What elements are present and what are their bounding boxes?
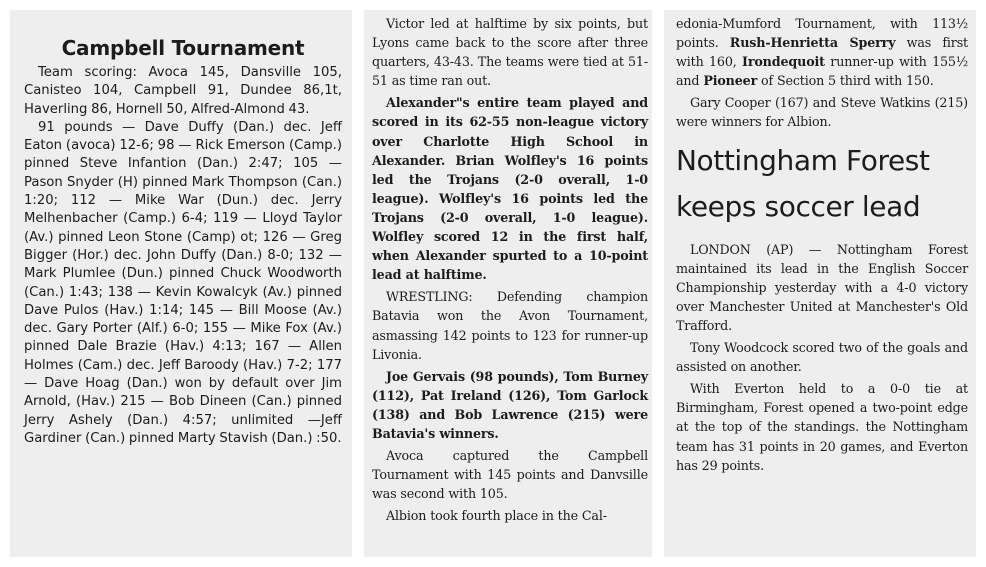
caledonia-paragraph xyxy=(676,14,968,90)
caledonia-text: edonia-Mumford Tournament, with 113½ points. xyxy=(676,16,968,51)
london-paragraph: LONDON (AP) — Nottingham Forest maintained its lead in the English Soccer Championship yesterday with a 4-0 victory over Manchester United at Manchester's Old Trafford. xyxy=(676,241,968,333)
caledonia-text-4: of Section 5 third with 150. xyxy=(761,73,934,89)
campbell-tournament-headline: Campbell Tournament xyxy=(61,36,305,60)
basketball-wrestling-clipping xyxy=(364,10,652,557)
match-results-paragraph: 91 pounds — Dave Duffy (Dan.) dec. Jeff Eaton (avoca) 12-6; 98 — Rick Emerson (Camp.) pinned Steve Infantion (Dan.) 2:47; 105 — Pason Snyder (H) pinned Mark Thompson (Can.) 1:20; 112 — Mike War (Dun.) dec. Jerry Melhenbacher (Camp.) 6-4; 119 — Lloyd Taylor (Av.) pinned Leon Stone (Camp) ot; 126 — Greg Bigger (Hor.) dec. John Duffy (Dan.) 8-0; 132 — Mark Plumlee (Dun.) pinned Chuck Woodworth (Can.) 1:43; 138 — Kevin Kowalcyk (Av.) pinned Dave Pulos (Hav.) 1:14; 145 — Bill Moose (Av.) dec. Gary Porter (Alf.) 6-0; 155 — Mike Fox (Av.) pinned Dale Brazie (Hav.) 4:13; 167 — Allen Holmes (Cam.) dec. Jeff Baroody (Hav.) 7-2; 177 — Dave Hoag (Dan.) won by default over Jim Arnold, (Hav.) 215 — Bob Dineen (Can.) pinned Jerry Ashely (Dan.) 4:57; unlimited —Jeff Gardiner (Can.) pinned Marty Stavish (Dan.) :50. xyxy=(24,119,342,446)
batavia-winners-paragraph: Joe Gervais (98 pounds), Tom Burney (112), Pat Ireland (126), Tom Garlock (138) and Bob Lawrence (215) were Batavia's winners. xyxy=(372,368,648,441)
soccer-clipping xyxy=(664,10,976,557)
wrestling-paragraph xyxy=(372,287,648,363)
avoca-paragraph: Avoca captured the Campbell Tournament with 145 points and Danvsille was second with 105. xyxy=(372,448,648,502)
nottingham-headline: Nottingham Forest keeps soccer lead xyxy=(676,143,930,223)
caledonia-text-2: was first with 160, xyxy=(676,35,968,70)
rush-henrietta-name: Rush-Henrietta Sperry xyxy=(729,35,896,51)
everton-paragraph: With Everton held to a 0-0 tie at Birmingham, Forest opened a two-point edge at the top of the standings. the Nottingham team has 31 points in 20 games, and Everton has 29 points. xyxy=(676,381,968,473)
albion-paragraph: Albion took fourth place in the Cal- xyxy=(386,508,607,524)
caledonia-text-3: runner-up with 155½ and xyxy=(676,54,968,89)
alexander-paragraph: Alexander"s entire team played and scored in its 62-55 non-league victory over Charlotte High School in Alexander. Brian Wolfley's 16 points led the Trojans (2-0 overall, 1-0 league). Wolfley's 16 points led the Trojans (2-0 overall, 1-0 league). Wolfley scored 12 in the first half, when Alexander spurted to a 10-point lead at halftime. xyxy=(372,95,648,283)
wrestling-label: WRESTLING: xyxy=(386,289,473,305)
team-scoring-paragraph: Team scoring: Avoca 145, Dansville 105, Canisteo 104, Campbell 91, Dundee 86,1t, Haverling 86, Hornell 50, Alfred-Almond 43. xyxy=(24,65,342,117)
wrestling-text: Defending champion Batavia won the Avon Tournament, asmassing 142 points to 123 for runner-up Livonia. xyxy=(372,289,648,362)
pioneer-name: Pioneer xyxy=(703,73,758,89)
woodcock-paragraph: Tony Woodcock scored two of the goals and assisted on another. xyxy=(676,340,968,375)
campbell-tournament-clipping xyxy=(10,10,352,557)
victor-lyons-paragraph: Victor led at halftime by six points, but Lyons came back to the score after three quarters, 43-43. The teams were tied at 51-51 as time ran out. xyxy=(372,16,648,89)
irondequoit-name: Irondequoit xyxy=(742,54,825,70)
albion-winners-paragraph: Gary Cooper (167) and Steve Watkins (215) were winners for Albion. xyxy=(676,95,968,130)
